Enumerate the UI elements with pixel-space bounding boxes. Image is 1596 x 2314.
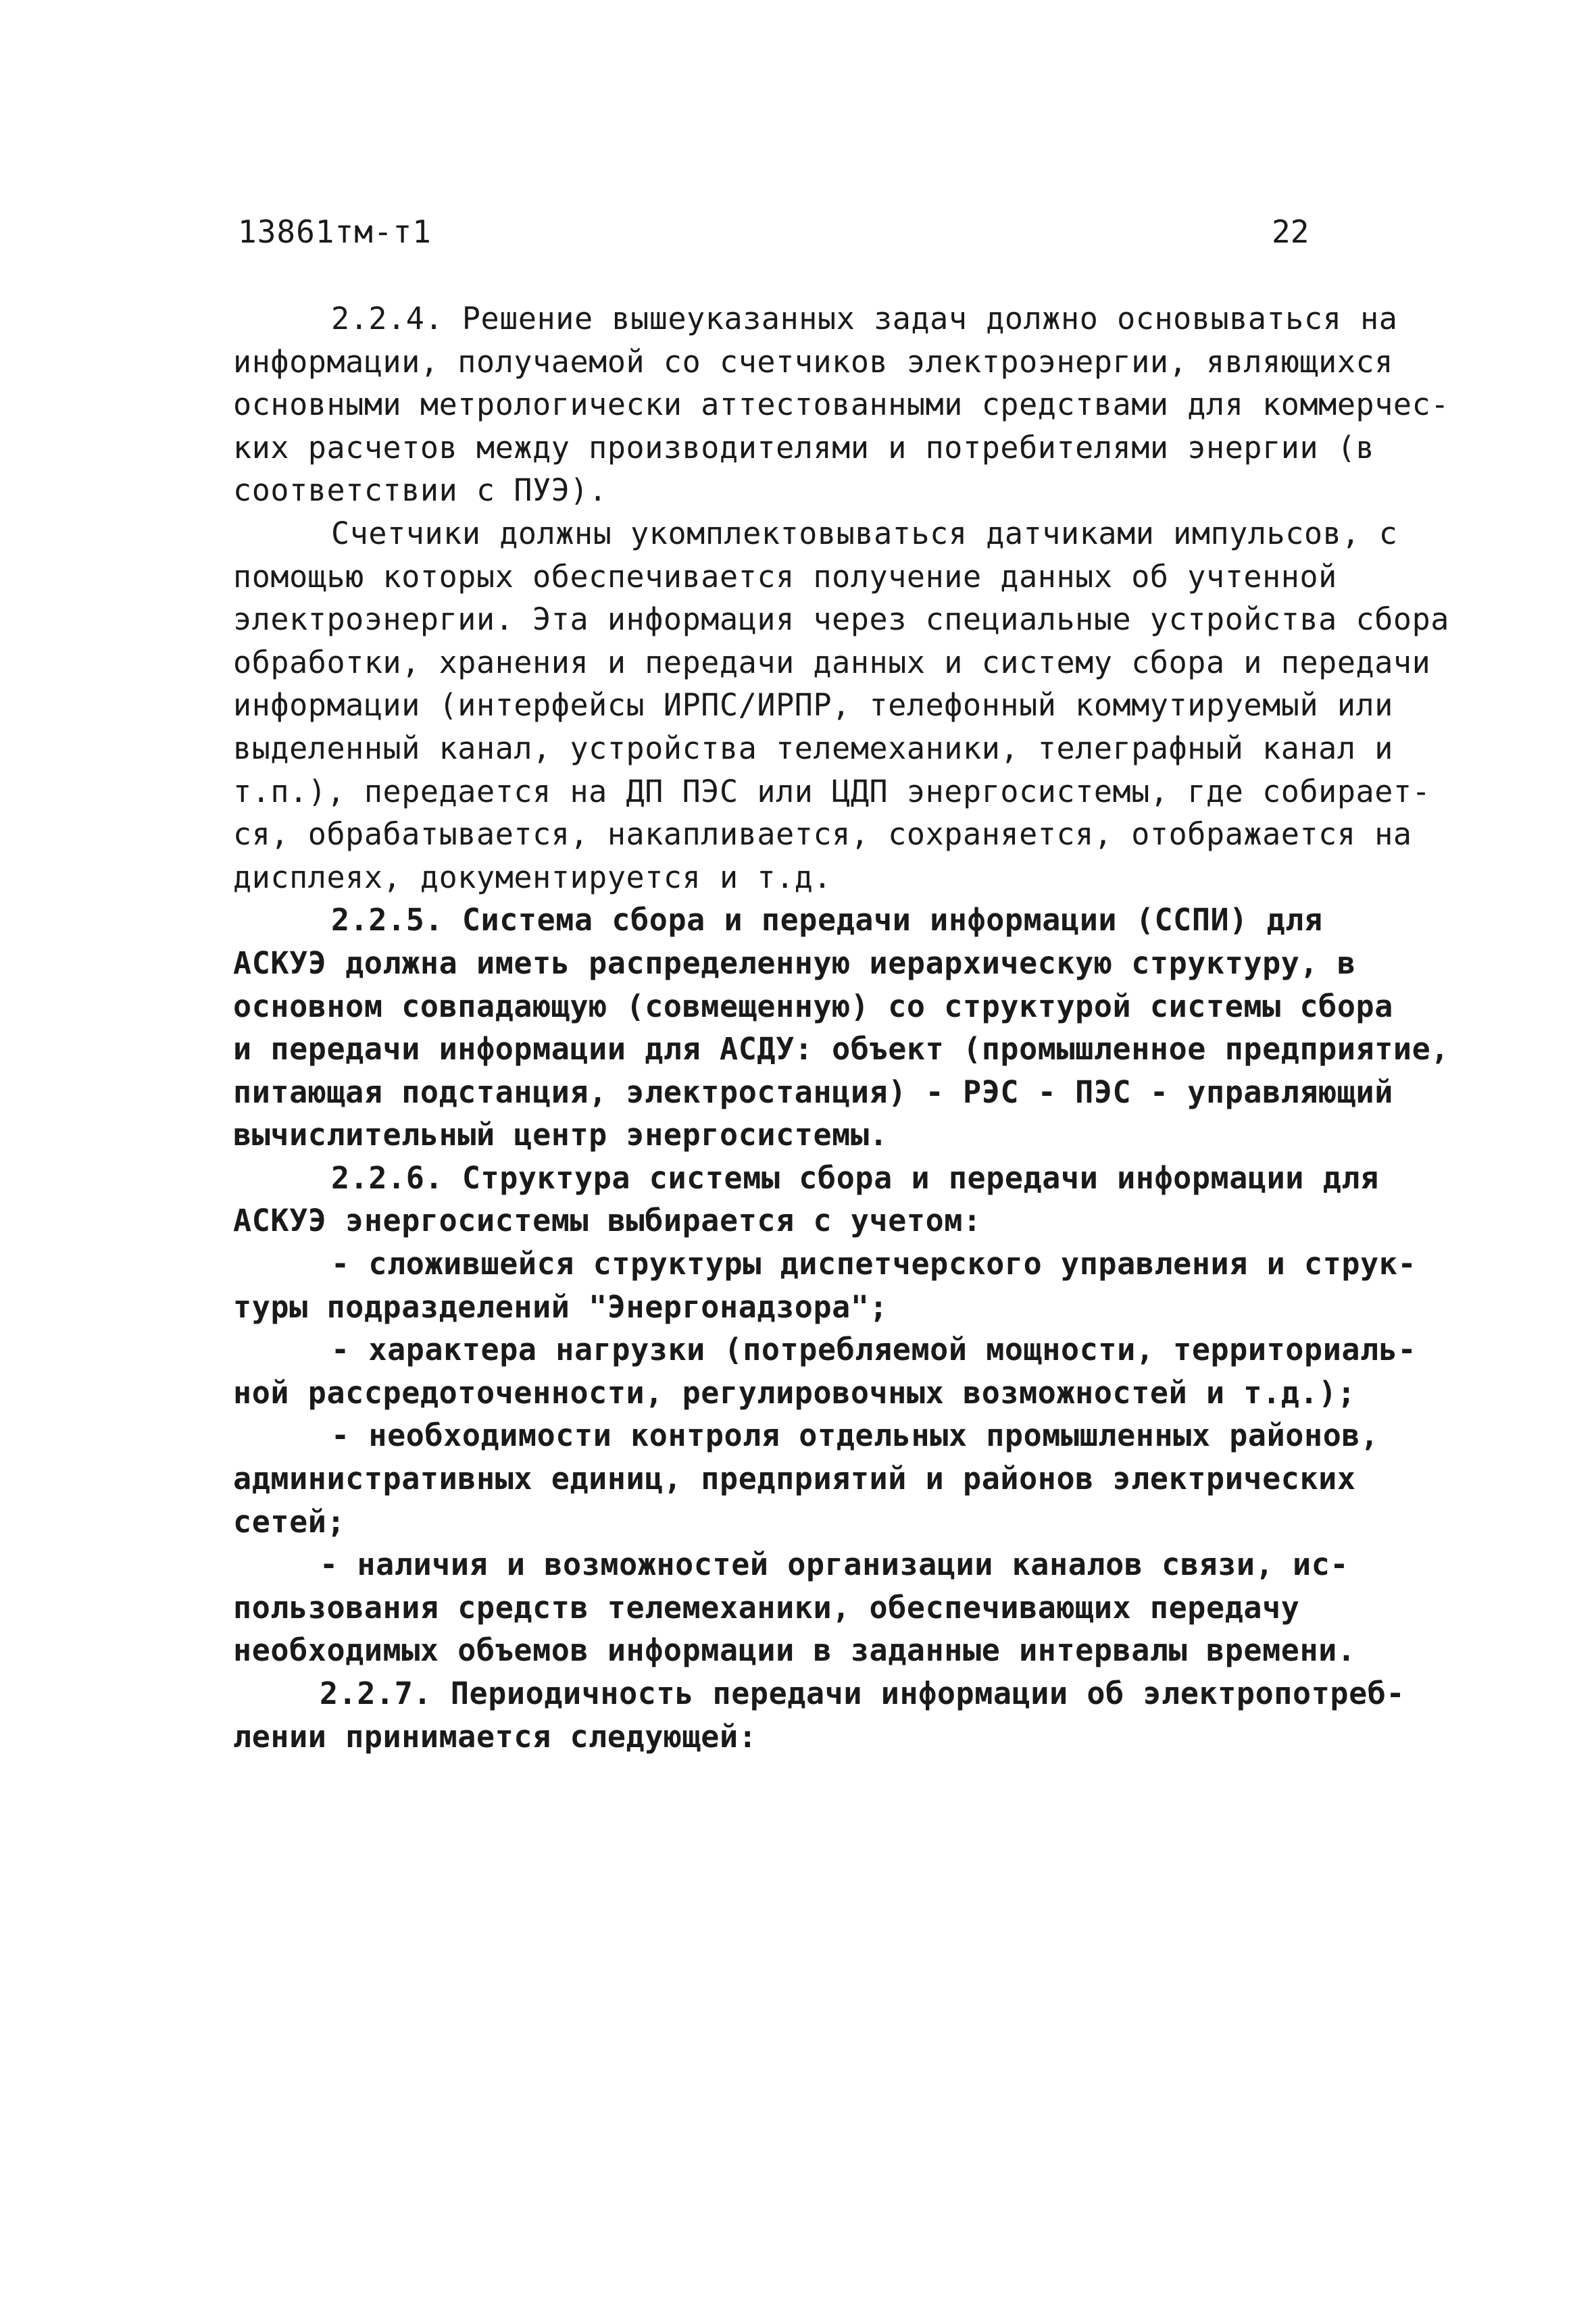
text-line: АСКУЭ должна иметь распределенную иерархическую структуру, в xyxy=(233,945,1356,981)
text-line: 2.2.5. Система сбора и передачи информации (ССПИ) для xyxy=(331,902,1323,938)
page-number: 22 xyxy=(1272,213,1310,250)
text-line: т.п.), передается на ДП ПЭС или ЦДП энергосистемы, где собирает- xyxy=(233,773,1431,809)
text-line: - необходимости контроля отдельных промышленных районов, xyxy=(331,1417,1379,1454)
text-line: - характера нагрузки (потребляемой мощности, территориаль- xyxy=(331,1332,1417,1368)
text-line: информации (интерфейсы ИРПС/ИРПР, телефонный коммутируемый или xyxy=(233,687,1393,724)
text-line: туры подразделений "Энергонадзора"; xyxy=(233,1288,889,1325)
text-line: вычислительный центр энергосистемы. xyxy=(233,1117,889,1153)
text-line: дисплеях, документируется и т.д. xyxy=(233,859,832,895)
text-line: - сложившейся структуры диспетчерского управления и струк- xyxy=(331,1246,1417,1282)
text-line: необходимых объемов информации в заданные интервалы времени. xyxy=(233,1632,1356,1669)
text-line: питающая подстанция, электростанция) - РЭС - ПЭС - управляющий xyxy=(233,1074,1393,1110)
text-line: ной рассредоточенности, регулировочных возможностей и т.д.); xyxy=(233,1374,1356,1411)
text-line: обработки, хранения и передачи данных и систему сбора и передачи xyxy=(233,644,1431,680)
text-line: 2.2.4. Решение вышеуказанных задач должно основываться на xyxy=(331,301,1398,336)
text-line: информации, получаемой со счетчиков электроэнергии, являющихся xyxy=(233,343,1393,380)
body-text xyxy=(233,297,1449,1758)
text-line: сетей; xyxy=(233,1503,346,1540)
text-line: - наличия и возможностей организации каналов связи, ис- xyxy=(320,1546,1349,1583)
text-line: лении принимается следующей: xyxy=(233,1718,757,1755)
text-line: 2.2.6. Структура системы сбора и передачи информации для xyxy=(331,1159,1379,1196)
text-line: ся, обрабатывается, накапливается, сохраняется, отображается на xyxy=(233,816,1412,853)
text-line: и передачи информации для АСДУ: объект (промышленное предприятие, xyxy=(233,1031,1449,1067)
text-line: помощью которых обеспечивается получение данных об учтенной xyxy=(233,558,1337,595)
text-line: пользования средств телемеханики, обеспечивающих передачу xyxy=(233,1589,1300,1626)
text-line: Счетчики должны укомплектовываться датчиками импульсов, с xyxy=(331,515,1398,551)
text-line: электроэнергии. Эта информация через специальные устройства сбора xyxy=(233,601,1449,638)
document-code: 13861тм-т1 xyxy=(238,213,432,250)
text-line: соответствии с ПУЭ). xyxy=(233,472,607,509)
text-line: выделенный канал, устройства телемеханики, телеграфный канал и xyxy=(233,730,1393,766)
text-line: 2.2.7. Периодичность передачи информации об электропотреб- xyxy=(320,1676,1405,1711)
text-line: ких расчетов между производителями и потребителями энергии (в xyxy=(233,429,1375,466)
text-line: основными метрологически аттестованными средствами для коммерчес- xyxy=(233,386,1449,423)
text-line: основном совпадающую (совмещенную) со структурой системы сбора xyxy=(233,988,1393,1024)
text-line: АСКУЭ энергосистемы выбирается с учетом: xyxy=(233,1203,982,1239)
text-line: административных единиц, предприятий и районов электрических xyxy=(233,1461,1356,1497)
